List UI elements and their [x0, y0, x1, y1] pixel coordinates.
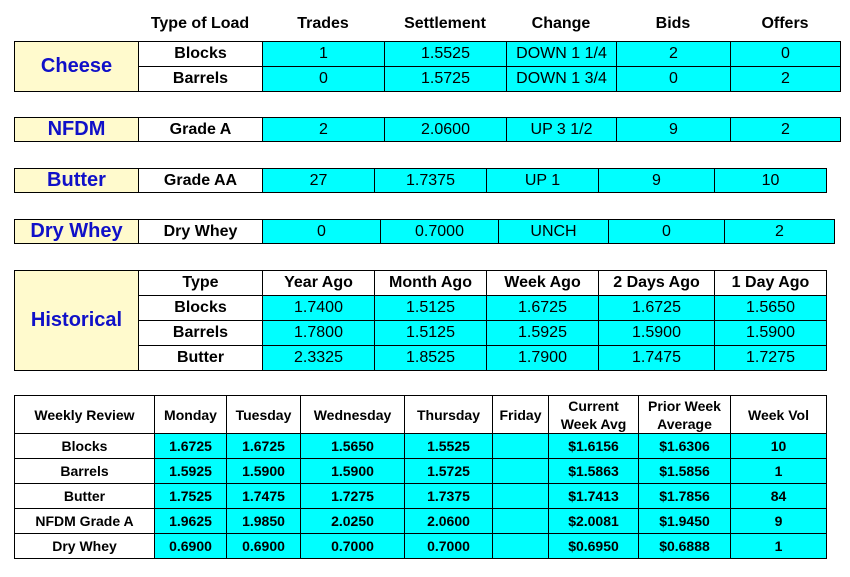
weekly-cell: 1	[731, 534, 827, 559]
butter-type: Grade AA	[139, 169, 263, 193]
weekly-cell: 1.5900	[227, 459, 301, 484]
weekly-header-prior-week-average: Prior Week Average	[639, 396, 731, 434]
weekly-header-monday: Monday	[155, 396, 227, 434]
dry-whey-offers: 2	[725, 220, 835, 244]
nfdm-bids: 9	[617, 118, 731, 142]
cheese-table	[14, 41, 841, 92]
weekly-cell: $1.5863	[549, 459, 639, 484]
historical-header-type: Type	[139, 271, 263, 296]
historical-header-year-ago: Year Ago	[263, 271, 375, 296]
weekly-row-label: Barrels	[15, 459, 155, 484]
cheese-blocks-type: Blocks	[139, 42, 263, 67]
weekly-cell: 0.7000	[301, 534, 405, 559]
weekly-cell: 1.7475	[227, 484, 301, 509]
weekly-cell: 1.5900	[301, 459, 405, 484]
historical-cell: 1.7900	[487, 346, 599, 371]
weekly-cell	[493, 484, 549, 509]
header-offers: Offers	[761, 15, 809, 32]
weekly-cell: 9	[731, 509, 827, 534]
weekly-cell: $1.6156	[549, 434, 639, 459]
weekly-cell	[493, 459, 549, 484]
weekly-cell: 1.6725	[155, 434, 227, 459]
weekly-header-wednesday: Wednesday	[301, 396, 405, 434]
header-bids: Bids	[655, 15, 691, 32]
historical-cell: 1.7475	[599, 346, 715, 371]
cheese-barrels-type: Barrels	[139, 67, 263, 92]
dry-whey-change: UNCH	[499, 220, 609, 244]
butter-table	[14, 168, 827, 193]
cheese-barrels-settlement: 1.5725	[385, 67, 507, 92]
historical-cell: 1.7800	[263, 321, 375, 346]
cheese-label: Cheese	[15, 42, 139, 92]
nfdm-change: UP 3 1/2	[507, 118, 617, 142]
cheese-blocks-change: DOWN 1 1/4	[507, 42, 617, 67]
historical-cell: 1.5125	[375, 321, 487, 346]
historical-header-2-days-ago: 2 Days Ago	[599, 271, 715, 296]
header-change: Change	[531, 15, 591, 32]
weekly-header-week-vol: Week Vol	[731, 396, 827, 434]
butter-offers: 10	[715, 169, 827, 193]
nfdm-trades: 2	[263, 118, 385, 142]
weekly-cell: 2.0250	[301, 509, 405, 534]
historical-cell: 1.5900	[599, 321, 715, 346]
historical-cell: 1.5900	[715, 321, 827, 346]
weekly-cell: 1.7375	[405, 484, 493, 509]
weekly-cell: $1.7856	[639, 484, 731, 509]
weekly-cell: 0.6900	[155, 534, 227, 559]
weekly-row-label: Butter	[15, 484, 155, 509]
weekly-row-label: Blocks	[15, 434, 155, 459]
nfdm-label: NFDM	[15, 118, 139, 142]
weekly-cell: 2.0600	[405, 509, 493, 534]
historical-row-label: Barrels	[139, 321, 263, 346]
historical-cell: 1.6725	[599, 296, 715, 321]
weekly-cell: 1.5650	[301, 434, 405, 459]
weekly-cell: $0.6950	[549, 534, 639, 559]
historical-cell: 1.7400	[263, 296, 375, 321]
weekly-cell: 1	[731, 459, 827, 484]
historical-cell: 1.8525	[375, 346, 487, 371]
cheese-barrels-bids: 0	[617, 67, 731, 92]
weekly-cell: 0.6900	[227, 534, 301, 559]
weekly-cell	[493, 434, 549, 459]
dry-whey-type: Dry Whey	[139, 220, 263, 244]
cheese-blocks-settlement: 1.5525	[385, 42, 507, 67]
weekly-cell: 1.5925	[155, 459, 227, 484]
weekly-cell: 1.5525	[405, 434, 493, 459]
weekly-cell: 1.7525	[155, 484, 227, 509]
dry-whey-table	[14, 219, 835, 244]
weekly-cell: 1.7275	[301, 484, 405, 509]
market-header	[138, 12, 840, 36]
weekly-cell: $1.6306	[639, 434, 731, 459]
nfdm-settlement: 2.0600	[385, 118, 507, 142]
cheese-blocks-trades: 1	[263, 42, 385, 67]
header-type-of-load: Type of Load	[150, 15, 250, 32]
butter-bids: 9	[599, 169, 715, 193]
cheese-blocks-bids: 2	[617, 42, 731, 67]
historical-cell: 2.3325	[263, 346, 375, 371]
historical-header-1-day-ago: 1 Day Ago	[715, 271, 827, 296]
header-trades: Trades	[297, 15, 349, 32]
header-settlement: Settlement	[404, 15, 486, 32]
weekly-cell: $1.5856	[639, 459, 731, 484]
butter-change: UP 1	[487, 169, 599, 193]
historical-header-month-ago: Month Ago	[375, 271, 487, 296]
weekly-cell: $0.6888	[639, 534, 731, 559]
historical-row-label: Blocks	[139, 296, 263, 321]
cheese-barrels-trades: 0	[263, 67, 385, 92]
weekly-cell: 1.5725	[405, 459, 493, 484]
weekly-cell: 84	[731, 484, 827, 509]
historical-table	[14, 270, 827, 371]
weekly-header-thursday: Thursday	[405, 396, 493, 434]
historical-header-week-ago: Week Ago	[487, 271, 599, 296]
nfdm-type: Grade A	[139, 118, 263, 142]
weekly-cell	[493, 509, 549, 534]
weekly-cell	[493, 534, 549, 559]
weekly-header-tuesday: Tuesday	[227, 396, 301, 434]
nfdm-offers: 2	[731, 118, 841, 142]
nfdm-table	[14, 117, 841, 142]
weekly-review-table	[14, 395, 827, 559]
dry-whey-bids: 0	[609, 220, 725, 244]
historical-cell: 1.6725	[487, 296, 599, 321]
historical-cell: 1.5125	[375, 296, 487, 321]
butter-label: Butter	[15, 169, 139, 193]
weekly-cell: $2.0081	[549, 509, 639, 534]
dry-whey-label: Dry Whey	[15, 220, 139, 244]
weekly-cell: 1.9625	[155, 509, 227, 534]
historical-cell: 1.5925	[487, 321, 599, 346]
weekly-cell: 1.9850	[227, 509, 301, 534]
cheese-barrels-offers: 2	[731, 67, 841, 92]
weekly-row-label: NFDM Grade A	[15, 509, 155, 534]
weekly-cell: $1.7413	[549, 484, 639, 509]
weekly-cell: 1.6725	[227, 434, 301, 459]
historical-label: Historical	[15, 271, 139, 371]
weekly-header-review: Weekly Review	[15, 396, 155, 434]
weekly-header-current-week-avg: Current Week Avg	[549, 396, 639, 434]
weekly-cell: 0.7000	[405, 534, 493, 559]
historical-row-label: Butter	[139, 346, 263, 371]
weekly-header-friday: Friday	[493, 396, 549, 434]
cheese-barrels-change: DOWN 1 3/4	[507, 67, 617, 92]
dry-whey-settlement: 0.7000	[381, 220, 499, 244]
butter-settlement: 1.7375	[375, 169, 487, 193]
dry-whey-trades: 0	[263, 220, 381, 244]
weekly-cell: $1.9450	[639, 509, 731, 534]
weekly-row-label: Dry Whey	[15, 534, 155, 559]
cheese-blocks-offers: 0	[731, 42, 841, 67]
butter-trades: 27	[263, 169, 375, 193]
historical-cell: 1.5650	[715, 296, 827, 321]
historical-cell: 1.7275	[715, 346, 827, 371]
weekly-cell: 10	[731, 434, 827, 459]
